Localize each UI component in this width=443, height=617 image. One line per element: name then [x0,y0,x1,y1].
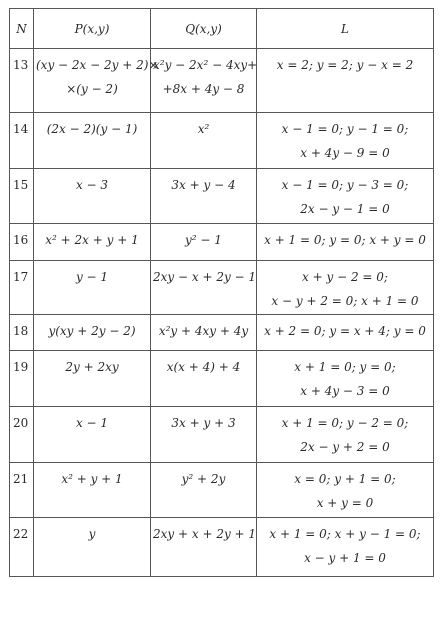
l-expression-line: x − 1 = 0; y − 3 = 0; [281,178,409,192]
p-cell [34,351,151,407]
p-expression-line: x − 1 [75,416,109,430]
q-expression-line: 3x + y + 3 [171,416,236,430]
p-cell [34,315,151,351]
q-cell [151,261,257,315]
table-row [10,315,434,351]
row-number: 15 [10,169,34,224]
q-expression-line: x(x + 4) + 4 [166,360,241,374]
p-expression-line: ×(y − 2) [66,82,118,96]
l-expression-line: 2x − y − 1 = 0 [300,202,390,216]
row-number: 21 [10,463,34,518]
p-cell [34,49,159,113]
l-expression-line: x = 0; y + 1 = 0; [294,472,396,486]
l-expression-line: x − 1 = 0; y − 1 = 0; [281,122,409,136]
q-expression-line: +8x + 4y − 8 [162,82,245,96]
q-cell [151,351,257,407]
l-expression-line: x + y − 2 = 0; [302,270,388,284]
l-cell [257,518,434,577]
l-cell [257,49,434,113]
l-expression-line: x + 1 = 0; y = 0; x + y = 0 [264,233,426,247]
row-number: 20 [10,407,34,463]
p-cell [34,407,151,463]
l-expression-line: x + 4y − 9 = 0 [300,146,390,160]
l-cell [257,261,434,315]
header-l: L [257,9,434,49]
q-cell [151,407,257,463]
l-cell [257,224,434,261]
p-cell [34,518,151,577]
l-expression-line: x + y = 0 [316,496,374,510]
p-cell [34,261,151,315]
header-row [10,9,434,49]
q-cell [151,224,257,261]
q-cell [151,169,257,224]
p-expression-line: x² + y + 1 [61,472,123,486]
row-number: 14 [10,113,34,169]
l-cell [257,169,434,224]
row-number: 17 [10,261,34,315]
header-p: P(x,y) [34,9,151,49]
q-expression-line: 2xy − x + 2y − 1 [153,270,257,284]
p-cell [34,113,151,169]
table-row [10,518,434,577]
l-expression-line: x + 1 = 0; x + y − 1 = 0; [269,527,421,541]
l-expression-line: x + 1 = 0; y − 2 = 0; [281,416,409,430]
table-row [10,169,434,224]
q-expression-line: x² [197,122,210,136]
row-number: 16 [10,224,34,261]
p-cell [34,224,151,261]
table-row [10,351,434,407]
l-cell [257,113,434,169]
q-cell [151,49,257,113]
p-expression-line: 2y + 2xy [65,360,119,374]
l-expression-line: x − y + 2 = 0; x + 1 = 0 [271,294,419,308]
table-row [10,49,434,113]
l-cell [257,351,434,407]
row-number: 22 [10,518,34,577]
header-q: Q(x,y) [151,9,257,49]
table-row [10,407,434,463]
q-cell [151,518,257,577]
p-expression-line: (2x − 2)(y − 1) [46,122,138,136]
row-number: 19 [10,351,34,407]
header-n: N [10,9,34,49]
table-row [10,463,434,518]
p-expression-line: x − 3 [75,178,109,192]
l-expression-line: x − y + 1 = 0 [304,551,386,565]
table-row [10,113,434,169]
q-expression-line: y² + 2y [181,472,226,486]
table-row [10,224,434,261]
p-expression-line: x² + 2x + y + 1 [45,233,139,247]
row-number: 18 [10,315,34,351]
p-cell [34,169,151,224]
q-cell [151,463,257,518]
p-cell [34,463,151,518]
l-expression-line: x = 2; y = 2; y − x = 2 [276,58,414,72]
row-number: 13 [10,49,34,113]
q-expression-line: 3x + y − 4 [171,178,236,192]
l-expression-line: 2x − y + 2 = 0 [300,440,390,454]
l-cell [257,463,434,518]
q-expression-line: x²y + 4xy + 4y [158,324,249,338]
equations-table [9,8,434,577]
table-row [10,261,434,315]
q-expression-line: y² − 1 [185,233,222,247]
q-cell [151,315,257,351]
q-expression-line: x²y − 2x² − 4xy+ [153,58,258,72]
q-expression-line: 2xy + x + 2y + 1 [153,527,257,541]
l-expression-line: x + 1 = 0; y = 0; [294,360,396,374]
p-expression-line: (xy − 2x − 2y + 2)× [36,58,159,72]
l-cell [257,315,434,351]
l-cell [257,407,434,463]
l-expression-line: x + 2 = 0; y = x + 4; y = 0 [264,324,426,338]
p-expression-line: y [88,527,96,541]
l-expression-line: x + 4y − 3 = 0 [300,384,390,398]
p-expression-line: y(xy + 2y − 2) [48,324,136,338]
q-cell [151,113,257,169]
p-expression-line: y − 1 [75,270,109,284]
